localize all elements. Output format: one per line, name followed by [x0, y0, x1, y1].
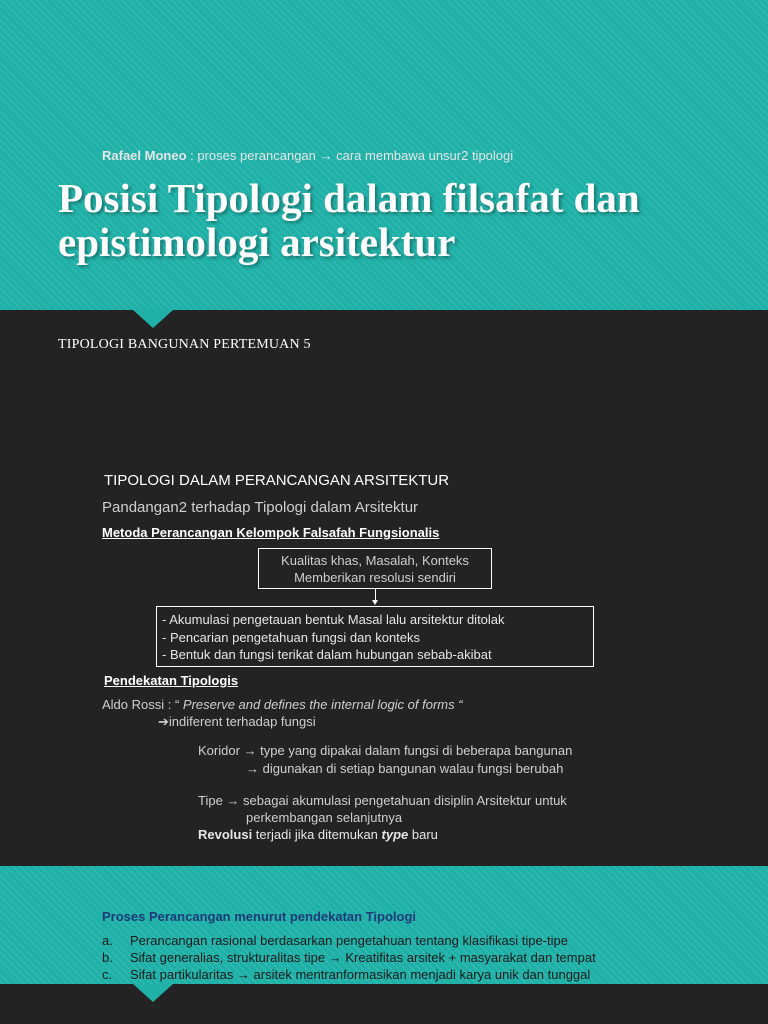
process-heading: Proses Perancangan menurut pendekatan Tipologi: [102, 909, 416, 924]
quality-box: [258, 548, 492, 589]
list-text: Sifat partikularitas → arsitek mentranformasikan menjadi karya unik dan tunggal: [130, 967, 591, 982]
content-slide: [0, 430, 768, 866]
metoda-heading: Metoda Perancangan Kelompok Falsafah Fungsionalis: [102, 525, 440, 540]
quality-box-line-2: Memberikan resolusi sendiri: [294, 570, 456, 585]
revolusi-mid: terjadi jika ditemukan: [252, 827, 382, 842]
list-marker: b.: [102, 950, 113, 965]
moneo-line: [102, 148, 513, 163]
moneo-rest: : proses perancangan → cara membawa unsur2 tipologi: [186, 148, 514, 163]
slide-subtitle: TIPOLOGI BANGUNAN PERTEMUAN 5: [58, 337, 311, 352]
rossi-quote-line: [102, 697, 463, 712]
revolusi-line: [198, 827, 438, 842]
list-item: [102, 932, 596, 949]
pendekatan-heading: Pendekatan Tipologis: [104, 673, 239, 688]
accumulation-item: - Akumulasi pengetauan bentuk Masal lalu arsitektur ditolak: [162, 612, 505, 627]
revolusi-end: baru: [408, 827, 438, 842]
moneo-bold: Rafael Moneo: [102, 148, 187, 163]
banner-notch: [133, 310, 173, 328]
list-marker: c.: [102, 967, 113, 982]
tipe-line-1: Tipe → sebagai akumulasi pengetahuan disiplin Arsitektur untuk: [198, 793, 567, 808]
accumulation-box: [156, 606, 594, 667]
flow-arrow-head: [372, 600, 378, 605]
accumulation-item: - Bentuk dan fungsi terikat dalam hubungan sebab-akibat: [162, 647, 492, 662]
list-item: [102, 966, 596, 983]
bottom-banner-notch: [133, 984, 173, 1002]
koridor-line-1: Koridor → type yang dipakai dalam fungsi di beberapa bangunan: [198, 743, 573, 758]
slide2-heading: TIPOLOGI DALAM PERANCANGAN ARSITEKTUR: [104, 472, 450, 489]
bottom-dark-band: [0, 984, 768, 1024]
slide-title: [58, 176, 748, 264]
title-line-2: epistimologi arsitektur: [58, 219, 456, 265]
list-marker: a.: [102, 933, 113, 948]
list-item: [102, 949, 596, 966]
koridor-line-2: → digunakan di setiap bangunan walau fungsi berubah: [246, 761, 564, 776]
list-text: Perancangan rasional berdasarkan pengetahuan tentang klasifikasi tipe-tipe: [130, 933, 568, 948]
tipe-line-2: perkembangan selanjutnya: [246, 810, 403, 825]
title-line-1: Posisi Tipologi dalam filsafat dan: [58, 175, 640, 221]
rossi-quote: Preserve and defines the internal logic of forms “: [179, 697, 463, 712]
accumulation-item: - Pencarian pengetahuan fungsi dan konteks: [162, 629, 421, 645]
list-text: Sifat generalias, strukturalitas tipe → Kreatifitas arsitek + masyarakat dan tempat: [130, 950, 596, 965]
rossi-prefix: Aldo Rossi : “: [102, 697, 180, 712]
slide2-subheading: Pandangan2 terhadap Tipologi dalam Arsitektur: [102, 499, 419, 516]
indiferent-line: ➔indiferent terhadap fungsi: [158, 714, 316, 729]
revolusi-type: type: [381, 827, 409, 842]
quality-box-line-1: Kualitas khas, Masalah, Konteks: [281, 553, 469, 568]
revolusi-bold: Revolusi: [198, 827, 253, 842]
